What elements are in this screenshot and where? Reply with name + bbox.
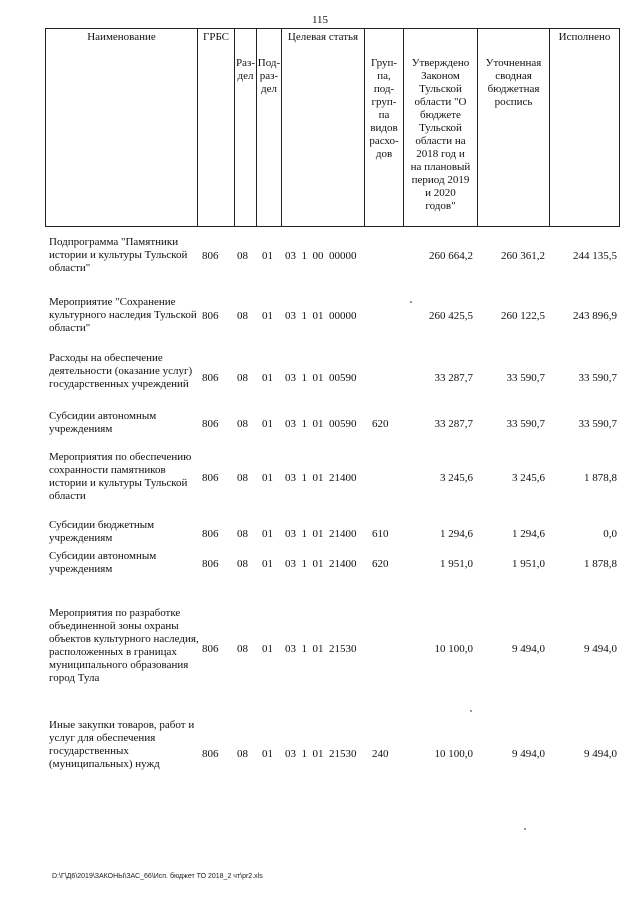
- row-razdel: 08: [237, 372, 248, 384]
- row-name: Мероприятие "Сохранение культурного наследия Тульской области": [49, 296, 197, 334]
- row-approved: 1 951,0: [440, 558, 473, 570]
- row-executed: 1 878,8: [584, 472, 617, 484]
- row-revised: 1 951,0: [512, 558, 545, 570]
- row-revised: 1 294,6: [512, 528, 545, 540]
- row-grbs: 806: [202, 418, 219, 430]
- header-target: [281, 29, 364, 226]
- header-approved: [403, 29, 477, 226]
- row-name: Субсидии бюджетным учреждениям: [49, 519, 155, 544]
- row-razdel: 08: [237, 472, 248, 484]
- table-row: [45, 410, 620, 440]
- row-grbs: 806: [202, 250, 219, 262]
- header-grbs-label: ГРБС: [202, 31, 230, 43]
- header-approved-label: Утверждено Законом Тульской области "О бюджете Тульской области на 2018 год и на плановый период 2019 и 2020 годов": [410, 57, 471, 212]
- row-approved: 3 245,6: [440, 472, 473, 484]
- row-target: 03 1 01 21400: [285, 472, 357, 484]
- row-group: 620: [372, 418, 389, 430]
- header-executed-label: Исполнено: [558, 31, 611, 43]
- row-razdel: 08: [237, 558, 248, 570]
- row-executed: 33 590,7: [578, 372, 617, 384]
- row-razdel: 08: [237, 310, 248, 322]
- table-row: [45, 296, 620, 341]
- table-row: [45, 451, 620, 507]
- row-razdel: 08: [237, 748, 248, 760]
- row-approved: 10 100,0: [434, 748, 473, 760]
- row-revised: 260 122,5: [501, 310, 545, 322]
- header-group-label: Груп- па, под- груп- па видов расхо- дов: [369, 57, 399, 160]
- scan-speck: [410, 301, 412, 303]
- row-target: 03 1 01 21530: [285, 643, 357, 655]
- row-podrazdel: 01: [262, 558, 273, 570]
- page-number: 115: [311, 14, 329, 26]
- row-razdel: 08: [237, 528, 248, 540]
- row-executed: 1 878,8: [584, 558, 617, 570]
- table-row: [45, 352, 620, 408]
- row-podrazdel: 01: [262, 528, 273, 540]
- row-group: 620: [372, 558, 389, 570]
- row-approved: 10 100,0: [434, 643, 473, 655]
- table-row: [45, 519, 620, 549]
- row-target: 03 1 01 21400: [285, 528, 357, 540]
- table-row: [45, 719, 620, 791]
- row-target: 03 1 01 00590: [285, 372, 357, 384]
- scan-speck: [524, 828, 526, 830]
- table-row: [45, 607, 620, 691]
- row-executed: 244 135,5: [573, 250, 617, 262]
- row-grbs: 806: [202, 643, 219, 655]
- table-row: [45, 550, 620, 580]
- row-executed: 9 494,0: [584, 748, 617, 760]
- header-name-label: Наименование: [87, 31, 156, 43]
- row-grbs: 806: [202, 528, 219, 540]
- header-name: [45, 29, 197, 226]
- row-target: 03 1 01 21400: [285, 558, 357, 570]
- row-revised: 9 494,0: [512, 748, 545, 760]
- row-podrazdel: 01: [262, 372, 273, 384]
- row-razdel: 08: [237, 643, 248, 655]
- header-razdel-label: Раз- дел: [235, 57, 255, 82]
- row-approved: 1 294,6: [440, 528, 473, 540]
- row-approved: 260 425,5: [429, 310, 473, 322]
- header-executed: [549, 29, 620, 226]
- row-revised: 260 361,2: [501, 250, 545, 262]
- row-revised: 33 590,7: [506, 372, 545, 384]
- row-target: 03 1 01 00590: [285, 418, 357, 430]
- row-group: 610: [372, 528, 389, 540]
- row-razdel: 08: [237, 418, 248, 430]
- row-revised: 33 590,7: [506, 418, 545, 430]
- row-name: Мероприятия по разработке объединенной зоны охраны объектов культурного наследия, расположенных в границах муниципального образования город Тула: [49, 607, 199, 684]
- header-podrazdel-label: Под- раз- дел: [257, 57, 281, 95]
- row-target: 03 1 01 21530: [285, 748, 357, 760]
- table-header: [45, 28, 620, 227]
- header-podrazdel: [256, 29, 281, 226]
- header-group: [364, 29, 403, 226]
- row-grbs: 806: [202, 372, 219, 384]
- row-name: Субсидии автономным учреждениям: [49, 550, 157, 575]
- row-podrazdel: 01: [262, 250, 273, 262]
- table-row: [45, 236, 620, 281]
- row-approved: 260 664,2: [429, 250, 473, 262]
- scan-speck: [470, 710, 472, 712]
- file-path-footer: D:\Г\Д6\2019\ЗАКОНЫ\ЗАС_66\Исп. бюджет ТО 2018_2 чт\pr2.xls: [52, 873, 263, 880]
- row-target: 03 1 00 00000: [285, 250, 357, 262]
- row-podrazdel: 01: [262, 748, 273, 760]
- row-podrazdel: 01: [262, 418, 273, 430]
- row-executed: 9 494,0: [584, 643, 617, 655]
- row-revised: 3 245,6: [512, 472, 545, 484]
- row-target: 03 1 01 00000: [285, 310, 357, 322]
- row-name: Мероприятия по обеспечению сохранности памятников истории и культуры Тульской области: [49, 451, 192, 502]
- row-revised: 9 494,0: [512, 643, 545, 655]
- header-razdel: [234, 29, 256, 226]
- row-name: Иные закупки товаров, работ и услуг для обеспечения государственных (муниципальных) нужд: [49, 719, 195, 770]
- header-grbs: [197, 29, 234, 226]
- row-grbs: 806: [202, 748, 219, 760]
- row-grbs: 806: [202, 558, 219, 570]
- header-revised: [477, 29, 549, 226]
- row-podrazdel: 01: [262, 472, 273, 484]
- row-name: Подпрограмма "Памятники истории и культуры Тульской области": [49, 236, 188, 274]
- row-name: Расходы на обеспечение деятельности (оказание услуг) государственных учреждений: [49, 352, 193, 390]
- row-razdel: 08: [237, 250, 248, 262]
- row-grbs: 806: [202, 310, 219, 322]
- row-approved: 33 287,7: [434, 418, 473, 430]
- row-name: Субсидии автономным учреждениям: [49, 410, 157, 435]
- row-executed: 33 590,7: [578, 418, 617, 430]
- row-group: 240: [372, 748, 389, 760]
- row-grbs: 806: [202, 472, 219, 484]
- row-approved: 33 287,7: [434, 372, 473, 384]
- row-executed: 243 896,9: [573, 310, 617, 322]
- header-target-label: Целевая статья: [287, 31, 359, 43]
- row-podrazdel: 01: [262, 310, 273, 322]
- row-podrazdel: 01: [262, 643, 273, 655]
- header-revised-label: Уточненная сводная бюджетная роспись: [485, 57, 542, 108]
- row-executed: 0,0: [603, 528, 617, 540]
